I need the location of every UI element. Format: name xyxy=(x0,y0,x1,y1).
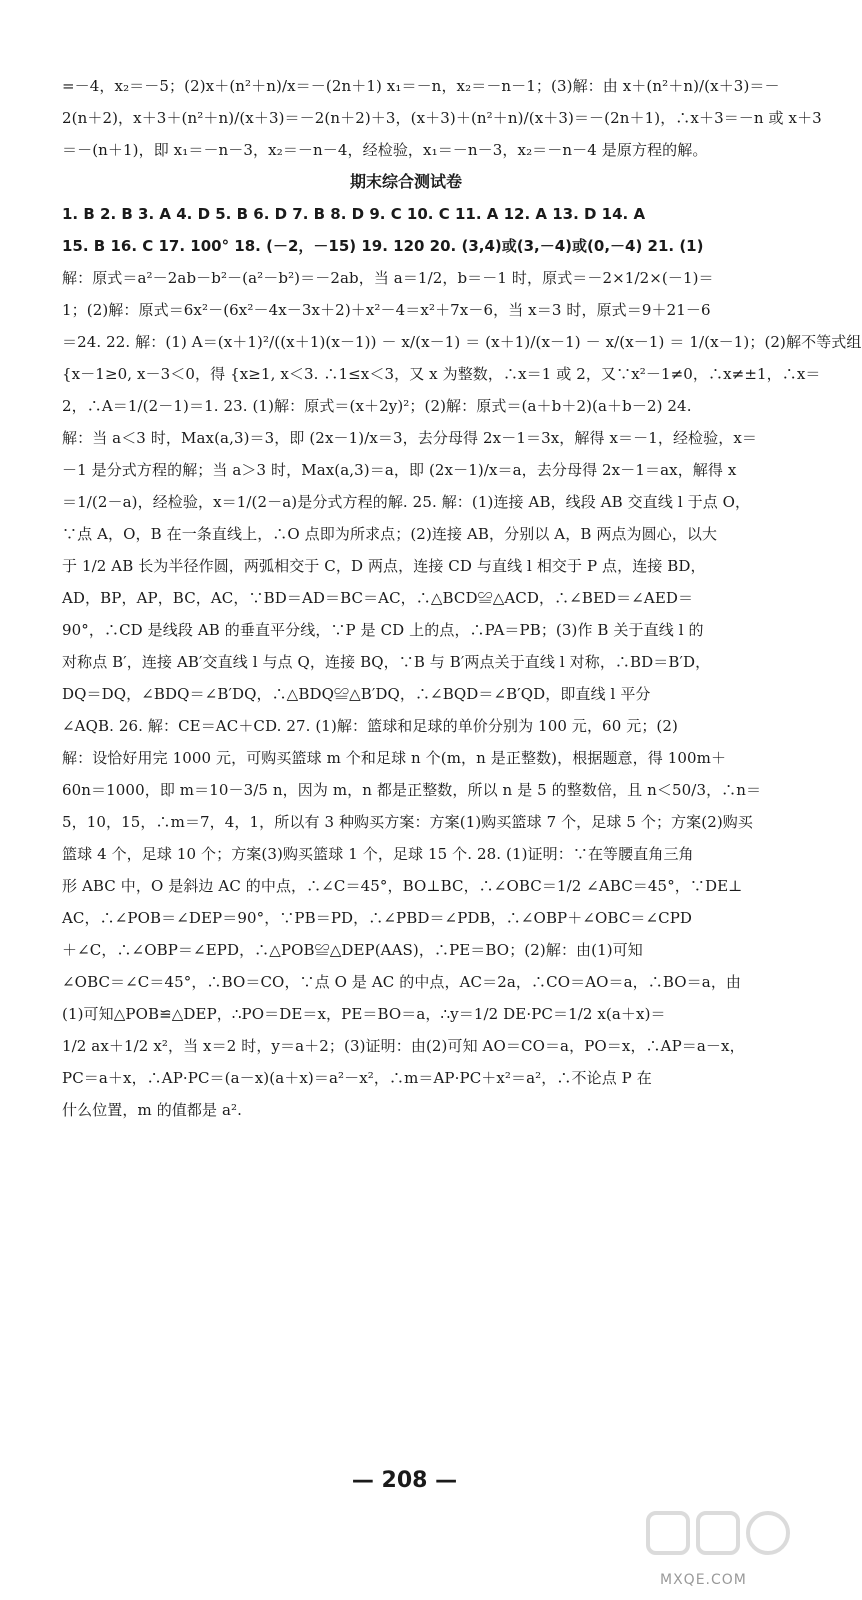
continued-solution xyxy=(62,70,822,166)
watermark-text: MXQE.COM xyxy=(660,1572,747,1588)
body-text-line: 90°，∴CD 是线段 AB 的垂直平分线，∵P 是 CD 上的点，∴PA＝PB；(3)作 B 关于直线 l 的 xyxy=(62,621,704,639)
body-text-line: 什么位置，m 的值都是 a². xyxy=(62,1101,242,1119)
body-text-line: ＋∠C，∴∠OBP＝∠EPD，∴△POB≌△DEP(AAS)，∴PE＝BO；(2)解：由(1)可知 xyxy=(62,941,643,959)
body-text-line: DQ＝DQ，∠BDQ＝∠B′DQ，∴△BDQ≌△B′DQ，∴∠BQD＝∠B′QD，即直线 l 平分 xyxy=(62,685,651,703)
body-text-line: 篮球 4 个，足球 10 个；方案(3)购买篮球 1 个，足球 15 个. 28. (1)证明：∵在等腰直角三角 xyxy=(62,845,694,863)
solution-body xyxy=(62,262,862,1126)
answer-page xyxy=(62,70,862,1126)
page-number: — 208 — xyxy=(351,1468,458,1493)
body-text-line: PC＝a＋x，∴AP·PC＝(a－x)(a＋x)＝a²－x²，∴m＝AP·PC＋x²＝a²，∴不论点 P 在 xyxy=(62,1069,652,1087)
body-text-line: ∵点 A，O，B 在一条直线上，∴O 点即为所求点；(2)连接 AB，分别以 A，B 两点为圆心，以大 xyxy=(62,525,718,543)
body-text-line: (1)可知△POB≌△DEP，∴PO＝DE＝x，PE＝BO＝a，∴y＝1/2 DE·PC＝1/2 x(a＋x)＝ xyxy=(62,1005,666,1023)
body-text-line: 1；(2)解：原式＝6x²－(6x²－4x－3x＋2)＋x²－4＝x²＋7x－6，当 x＝3 时，原式＝9＋21－6 xyxy=(62,301,711,319)
choice-answers-row-1: 1. B 2. B 3. A 4. D 5. B 6. D 7. B 8. D 9. C 10. C 11. A 12. A 13. D 14. A xyxy=(62,205,646,223)
body-text-line: 对称点 B′，连接 AB′交直线 l 与点 Q，连接 BQ，∵B 与 B′两点关于直线 l 对称，∴BD＝B′D， xyxy=(62,653,711,671)
body-text-line: 1/2 ax＋1/2 x²，当 x＝2 时，y＝a＋2；(3)证明：由(2)可知 AO＝CO＝a，PO＝x，∴AP＝a－x， xyxy=(62,1037,745,1055)
body-text-line: ∠AQB. 26. 解：CE＝AC＋CD. 27. (1)解：篮球和足球的单价分别为 100 元，60 元；(2) xyxy=(62,717,678,735)
body-text-line: －1 是分式方程的解；当 a＞3 时，Max(a,3)＝a，即 (2x－1)/x＝a，去分母得 2x－1＝ax，解得 x xyxy=(62,461,737,479)
top-text-line: 2(n＋2)，x＋3＋(n²＋n)/(x＋3)＝－2(n＋2)＋3，(x＋3)＋(n²＋n)/(x＋3)＝－(2n＋1)，∴x＋3＝－n 或 x＋3 xyxy=(62,109,822,127)
body-text-line: 5，10，15，∴m＝7，4，1，所以有 3 种购买方案：方案(1)购买篮球 7 个，足球 5 个；方案(2)购买 xyxy=(62,813,754,831)
body-text-line: 60n＝1000，即 m＝10－3/5 n，因为 m，n 都是正整数，所以 n 是 5 的整数倍，且 n＜50/3，∴n＝ xyxy=(62,781,762,799)
top-text-line: ＝－(n＋1)，即 x₁＝－n－3，x₂＝－n－4，经检验，x₁＝－n－3，x₂＝－n－4 是原方程的解。 xyxy=(62,141,708,159)
body-text-line: AC，∴∠POB＝∠DEP＝90°，∵PB＝PD，∴∠PBD＝∠PDB，∴∠OBP＋∠OBC＝∠CPD xyxy=(62,909,693,927)
body-text-line: AD，BP，AP，BC，AC，∵BD＝AD＝BC＝AC，∴△BCD≌△ACD，∴∠BED＝∠AED＝ xyxy=(62,589,694,607)
choice-answers-row-2: 15. B 16. C 17. 100° 18. (－2，－15) 19. 120 20. (3,4)或(3,－4)或(0,－4) 21. (1) xyxy=(62,237,704,255)
body-text-line: 解：当 a＜3 时，Max(a,3)＝3，即 (2x－1)/x＝3，去分母得 2x－1＝3x，解得 x＝－1，经检验，x＝ xyxy=(62,429,758,447)
body-text-line: 于 1/2 AB 长为半径作圆，两弧相交于 C，D 两点，连接 CD 与直线 l 相交于 P 点，连接 BD， xyxy=(62,557,706,575)
body-text-line: ＝24. 22. 解：(1) A＝(x＋1)²/((x＋1)(x－1)) － x/(x－1) ＝ (x＋1)/(x－1) － x/(x－1) ＝ 1/(x－1)；(2)解不等式组 xyxy=(62,333,862,351)
top-text-line: =－4，x₂＝－5；(2)x＋(n²＋n)/x＝－(2n＋1) x₁＝－n，x₂＝－n－1；(3)解：由 x＋(n²＋n)/(x＋3)＝－ xyxy=(62,77,780,95)
body-text-line: ＝1/(2－a)，经检验，x＝1/(2－a)是分式方程的解. 25. 解：(1)连接 AB，线段 AB 交直线 l 于点 O， xyxy=(62,493,751,511)
body-text-line: 解：设恰好用完 1000 元，可购买篮球 m 个和足球 n 个(m，n 是正整数)，根据题意，得 100m＋ xyxy=(62,749,727,767)
body-text-line: {x－1≥0, x－3＜0，得 {x≥1, x＜3. ∴1≤x＜3，又 x 为整数，∴x＝1 或 2，又∵x²－1≠0，∴x≠±1，∴x＝ xyxy=(62,365,821,383)
body-text-line: 形 ABC 中，O 是斜边 AC 的中点，∴∠C＝45°，BO⊥BC，∴∠OBC＝1/2 ∠ABC＝45°，∵DE⊥ xyxy=(62,877,743,895)
body-text-line: 解：原式＝a²－2ab－b²－(a²－b²)＝－2ab，当 a＝1/2，b＝－1 时，原式＝－2×1/2×(－1)＝ xyxy=(62,269,714,287)
section-title: 期末综合测试卷 xyxy=(349,172,462,191)
body-text-line: ∠OBC＝∠C＝45°，∴BO＝CO，∵点 O 是 AC 的中点，AC＝2a，∴CO＝AO＝a，∴BO＝a，由 xyxy=(62,973,742,991)
body-text-line: 2，∴A＝1/(2－1)＝1. 23. (1)解：原式＝(x＋2y)²；(2)解：原式＝(a＋b＋2)(a＋b－2) 24. xyxy=(62,397,692,415)
